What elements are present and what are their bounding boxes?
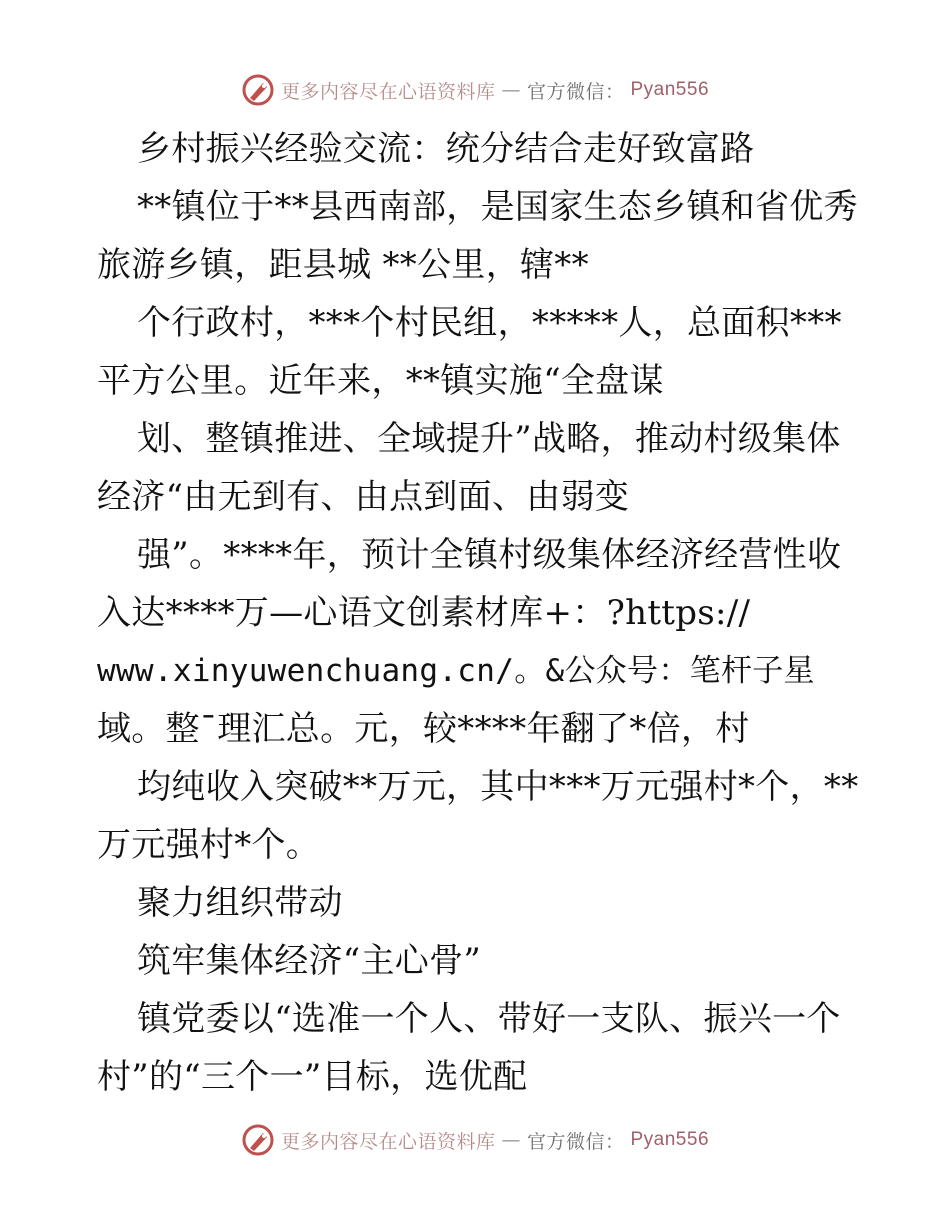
document-line: 域。整¯理汇总。元，较****年翻了*倍，村 [97,709,750,749]
watermark-content [241,1123,709,1157]
watermark-wechat-id: Pyan556 [630,79,710,100]
pen-nib-seal-icon [241,73,275,107]
document-line: 乡村振兴经验交流：统分结合走好致富路 [137,129,755,169]
document-line: 强”。****年，预计全镇村级集体经济经营性收 [137,535,842,575]
watermark-official-label: 官方微信： [526,80,625,103]
watermark-official-label: 官方微信： [526,1130,625,1153]
document-body [97,120,857,1106]
document-line: 个行政村，***个村民组，*****人，总面积*** [137,303,842,343]
pen-nib-seal-icon [241,1123,275,1157]
document-line: **镇位于**县西南部，是国家生态乡镇和省优秀 [137,187,858,227]
watermark-wechat-id: Pyan556 [630,1129,710,1150]
watermark-dash: — [501,79,521,101]
document-line: 万元强村*个。 [97,825,321,865]
watermark-site-text: 更多内容尽在心语资料库 [280,1130,496,1153]
document-line: 村”的“三个一”目标，选优配 [97,1057,528,1097]
document-line: 聚力组织带动 [137,883,343,923]
document-line: 划、整镇推进、全域提升”战略，推动村级集体 [137,419,841,459]
watermark-content [241,73,709,107]
watermark-dash: — [501,1129,521,1151]
header-watermark [0,70,950,110]
document-line: 镇党委以“选准一个人、带好一支队、振兴一个 [137,999,841,1039]
document-line: 均纯收入突破**万元，其中***万元强村*个，** [137,767,859,807]
document-line: 入达****万—心语文创素材库+：?https:// [97,593,751,633]
document-line: 旅游乡镇，距县城 **公里，辖** [97,245,589,285]
document-line: 平方公里。近年来，**镇实施“全盘谋 [97,361,664,401]
document-line: 经济“由无到有、由点到面、由弱变 [97,477,630,517]
footer-watermark [0,1120,950,1160]
document-line: 筑牢集体经济“主心骨” [137,941,482,981]
watermark-site-text: 更多内容尽在心语资料库 [280,80,496,103]
document-line: www.xinyuwenchuang.cn/。&公众号：笔杆子星 [97,653,815,689]
